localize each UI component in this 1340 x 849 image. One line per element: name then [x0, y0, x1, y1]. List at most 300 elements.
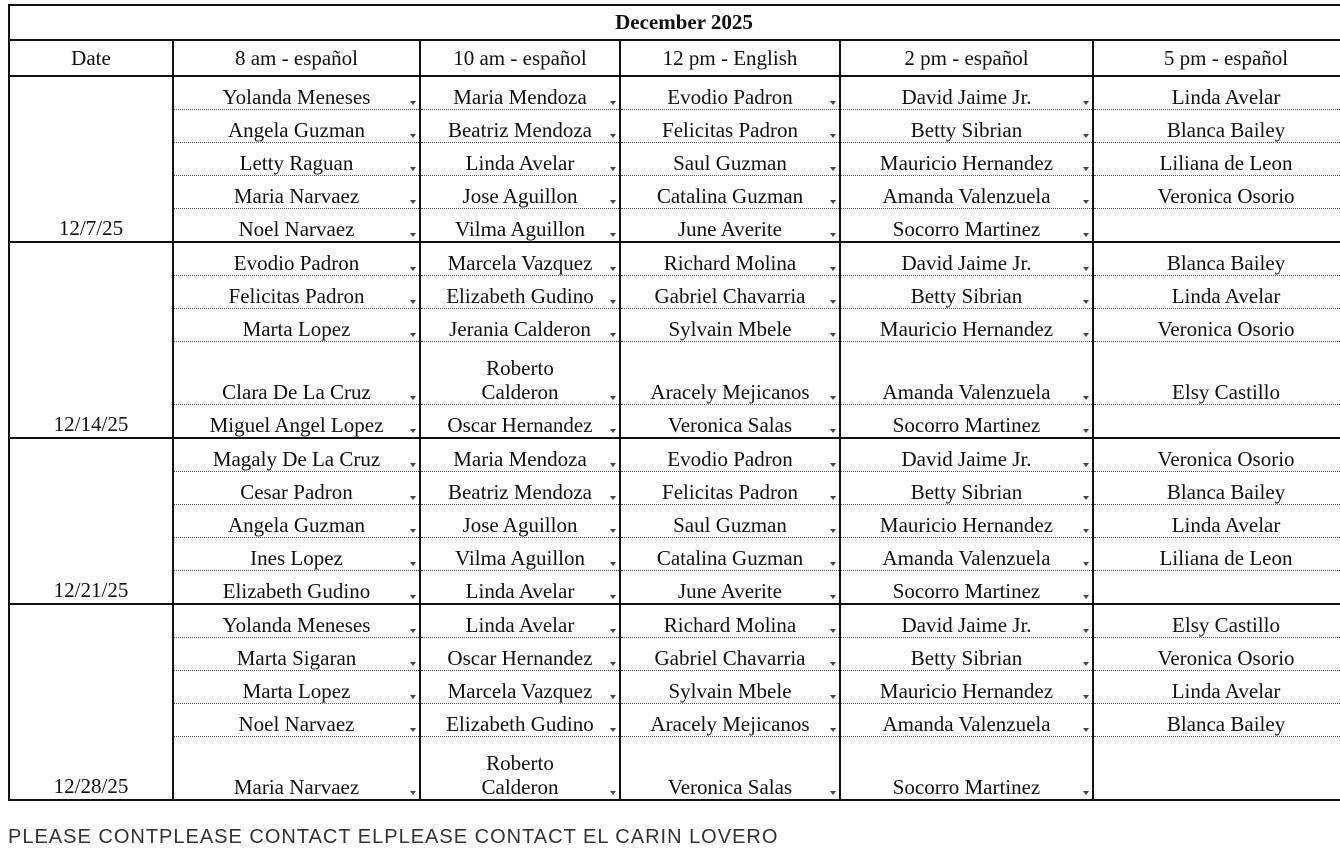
schedule-row: [9, 276, 1340, 309]
volunteer-name: Socorro Martinez: [892, 217, 1041, 241]
volunteer-cell-12pm[interactable]: [620, 438, 840, 472]
volunteer-name: Sylvain Mbele: [668, 317, 792, 341]
volunteer-name: Elsy Castillo: [1172, 380, 1280, 404]
volunteer-name: Elsy Castillo: [1172, 613, 1280, 637]
volunteer-name: Saul Guzman: [673, 513, 787, 537]
volunteer-cell-8am[interactable]: [173, 405, 420, 439]
dropdown-arrow-icon[interactable]: [1083, 233, 1089, 237]
volunteer-name: Oscar Hernandez: [447, 646, 593, 670]
volunteer-name: Mauricio Hernandez: [879, 151, 1054, 175]
dropdown-arrow-icon[interactable]: [830, 300, 836, 304]
volunteer-name: Oscar Hernandez: [447, 413, 593, 437]
volunteer-name: Linda Avelar: [1171, 284, 1281, 308]
volunteer-name: Maria Mendoza: [453, 447, 587, 471]
schedule-row: [9, 571, 1340, 605]
dropdown-arrow-icon[interactable]: [830, 595, 836, 599]
volunteer-name: Jose Aguillon: [462, 184, 578, 208]
volunteer-name: Veronica Salas: [667, 775, 793, 799]
volunteer-name: Mauricio Hernandez: [879, 317, 1054, 341]
dropdown-arrow-icon[interactable]: [410, 629, 416, 633]
schedule-row: [9, 110, 1340, 143]
volunteer-name: Liliana de Leon: [1159, 546, 1293, 570]
volunteer-name: Beatriz Mendoza: [447, 118, 593, 142]
dropdown-arrow-icon[interactable]: [1083, 267, 1089, 271]
week-date-cell[interactable]: 12/7/25: [9, 76, 173, 242]
footer-note: PLEASE CONTPLEASE CONTACT ELPLEASE CONTACT EL CARIN LOVERO: [8, 826, 779, 848]
volunteer-cell-10am[interactable]: [420, 472, 620, 505]
volunteer-cell-5pm[interactable]: [1093, 405, 1340, 439]
volunteer-name: June Averite: [678, 579, 782, 603]
volunteer-name: Amanda Valenzuela: [882, 184, 1051, 208]
dropdown-arrow-icon[interactable]: [410, 167, 416, 171]
volunteer-cell-10am[interactable]: [420, 571, 620, 605]
month-title[interactable]: December 2025: [9, 5, 1340, 40]
volunteer-cell-2pm[interactable]: [840, 110, 1093, 143]
volunteer-name: Amanda Valenzuela: [882, 380, 1051, 404]
volunteer-cell-5pm[interactable]: [1093, 538, 1340, 571]
dropdown-arrow-icon[interactable]: [830, 529, 836, 533]
schedule-row: [9, 704, 1340, 737]
dropdown-arrow-icon[interactable]: [610, 529, 616, 533]
dropdown-arrow-icon[interactable]: [830, 333, 836, 337]
volunteer-cell-2pm[interactable]: [840, 242, 1093, 276]
dropdown-arrow-icon[interactable]: [610, 728, 616, 732]
volunteer-cell-2pm[interactable]: [840, 737, 1093, 801]
dropdown-arrow-icon[interactable]: [610, 463, 616, 467]
volunteer-name: Amanda Valenzuela: [882, 546, 1051, 570]
dropdown-arrow-icon[interactable]: [410, 200, 416, 204]
volunteer-cell-10am[interactable]: [420, 704, 620, 737]
volunteer-name: David Jaime Jr.: [901, 447, 1032, 471]
volunteer-name: Yolanda Meneses: [222, 613, 371, 637]
dropdown-arrow-icon[interactable]: [830, 463, 836, 467]
volunteer-cell-12pm[interactable]: [620, 242, 840, 276]
volunteer-cell-8am[interactable]: [173, 737, 420, 801]
volunteer-cell-5pm[interactable]: [1093, 604, 1340, 638]
volunteer-name: Magaly De La Cruz: [212, 447, 381, 471]
volunteer-name: Elizabeth Gudino: [446, 712, 594, 736]
dropdown-arrow-icon[interactable]: [610, 496, 616, 500]
volunteer-name: Yolanda Meneses: [222, 85, 371, 109]
volunteer-name: David Jaime Jr.: [901, 85, 1032, 109]
dropdown-arrow-icon[interactable]: [410, 695, 416, 699]
dropdown-arrow-icon[interactable]: [610, 595, 616, 599]
volunteer-cell-12pm[interactable]: [620, 538, 840, 571]
volunteer-name: Evodio Padron: [667, 85, 793, 109]
volunteer-cell-2pm[interactable]: [840, 209, 1093, 243]
schedule-row: [9, 737, 1340, 801]
volunteer-cell-10am[interactable]: [420, 671, 620, 704]
volunteer-name: Jose Aguillon: [462, 513, 578, 537]
volunteer-cell-10am[interactable]: [420, 176, 620, 209]
dropdown-arrow-icon[interactable]: [410, 662, 416, 666]
week-date-cell[interactable]: 12/21/25: [9, 438, 173, 604]
volunteer-cell-12pm[interactable]: [620, 472, 840, 505]
volunteer-cell-5pm[interactable]: [1093, 76, 1340, 110]
dropdown-arrow-icon[interactable]: [1083, 396, 1089, 400]
volunteer-cell-5pm[interactable]: [1093, 176, 1340, 209]
volunteer-name: Socorro Martinez: [892, 579, 1041, 603]
schedule-row: [9, 538, 1340, 571]
volunteer-name: June Averite: [678, 217, 782, 241]
volunteer-cell-5pm[interactable]: [1093, 438, 1340, 472]
volunteer-name: Sylvain Mbele: [668, 679, 792, 703]
volunteer-cell-12pm[interactable]: [620, 704, 840, 737]
volunteer-name: Vilma Aguillon: [455, 546, 585, 570]
schedule-row: [9, 671, 1340, 704]
volunteer-cell-5pm[interactable]: [1093, 737, 1340, 801]
volunteer-cell-8am[interactable]: [173, 704, 420, 737]
volunteer-name: Felicitas Padron: [662, 118, 798, 142]
dropdown-arrow-icon[interactable]: [410, 101, 416, 105]
dropdown-arrow-icon[interactable]: [410, 728, 416, 732]
dropdown-arrow-icon[interactable]: [410, 134, 416, 138]
header-2pm[interactable]: 2 pm - español: [840, 40, 1093, 76]
volunteer-cell-8am[interactable]: [173, 276, 420, 309]
volunteer-cell-8am[interactable]: [173, 110, 420, 143]
dropdown-arrow-icon[interactable]: [410, 529, 416, 533]
volunteer-name: Elizabeth Gudino: [446, 284, 594, 308]
dropdown-arrow-icon[interactable]: [410, 562, 416, 566]
volunteer-name: Saul Guzman: [673, 151, 787, 175]
volunteer-cell-2pm[interactable]: [840, 309, 1093, 342]
volunteer-name: Veronica Osorio: [1157, 317, 1295, 341]
volunteer-cell-2pm[interactable]: [840, 76, 1093, 110]
volunteer-name: Marta Lopez: [242, 317, 351, 341]
dropdown-arrow-icon[interactable]: [1083, 300, 1089, 304]
schedule-row: [9, 342, 1340, 405]
volunteer-cell-2pm[interactable]: [840, 638, 1093, 671]
volunteer-name: Clara De La Cruz: [222, 380, 371, 404]
volunteer-cell-8am[interactable]: [173, 671, 420, 704]
schedule-row: [9, 143, 1340, 176]
volunteer-cell-5pm[interactable]: [1093, 110, 1340, 143]
dropdown-arrow-icon[interactable]: [1083, 134, 1089, 138]
volunteer-cell-10am[interactable]: [420, 405, 620, 439]
volunteer-cell-5pm[interactable]: [1093, 704, 1340, 737]
volunteer-cell-12pm[interactable]: [620, 405, 840, 439]
volunteer-cell-5pm[interactable]: [1093, 342, 1340, 405]
volunteer-name: Maria Narvaez: [233, 184, 360, 208]
dropdown-arrow-icon[interactable]: [830, 629, 836, 633]
header-12pm[interactable]: 12 pm - English: [620, 40, 840, 76]
volunteer-name: Veronica Salas: [667, 413, 793, 437]
volunteer-name: Socorro Martinez: [892, 413, 1041, 437]
dropdown-arrow-icon[interactable]: [610, 662, 616, 666]
dropdown-arrow-icon[interactable]: [410, 595, 416, 599]
volunteer-cell-12pm[interactable]: [620, 209, 840, 243]
header-row: [9, 40, 1340, 76]
volunteer-cell-2pm[interactable]: [840, 438, 1093, 472]
volunteer-cell-10am[interactable]: [420, 638, 620, 671]
volunteer-name: Miguel Angel Lopez: [209, 413, 384, 437]
volunteer-name: Angela Guzman: [227, 513, 366, 537]
volunteer-cell-8am[interactable]: [173, 76, 420, 110]
dropdown-arrow-icon[interactable]: [610, 791, 616, 795]
schedule-row: [9, 176, 1340, 209]
volunteer-name: Linda Avelar: [1171, 679, 1281, 703]
volunteer-cell-2pm[interactable]: [840, 405, 1093, 439]
dropdown-arrow-icon[interactable]: [410, 496, 416, 500]
dropdown-arrow-icon[interactable]: [830, 200, 836, 204]
dropdown-arrow-icon[interactable]: [1083, 200, 1089, 204]
dropdown-arrow-icon[interactable]: [610, 695, 616, 699]
volunteer-cell-8am[interactable]: [173, 242, 420, 276]
volunteer-name: Blanca Bailey: [1166, 712, 1286, 736]
volunteer-cell-5pm[interactable]: [1093, 242, 1340, 276]
dropdown-arrow-icon[interactable]: [830, 267, 836, 271]
dropdown-arrow-icon[interactable]: [610, 267, 616, 271]
dropdown-arrow-icon[interactable]: [830, 728, 836, 732]
dropdown-arrow-icon[interactable]: [830, 396, 836, 400]
volunteer-name: Betty Sibrian: [910, 480, 1023, 504]
volunteer-cell-10am[interactable]: [420, 342, 620, 405]
volunteer-cell-10am[interactable]: [420, 276, 620, 309]
volunteer-cell-10am[interactable]: [420, 538, 620, 571]
volunteer-name: Marta Lopez: [242, 679, 351, 703]
header-8am[interactable]: 8 am - español: [173, 40, 420, 76]
volunteer-cell-12pm[interactable]: [620, 110, 840, 143]
dropdown-arrow-icon[interactable]: [830, 134, 836, 138]
volunteer-cell-2pm[interactable]: [840, 276, 1093, 309]
dropdown-arrow-icon[interactable]: [610, 233, 616, 237]
volunteer-cell-12pm[interactable]: [620, 176, 840, 209]
schedule-row: [9, 438, 1340, 472]
dropdown-arrow-icon[interactable]: [610, 396, 616, 400]
dropdown-arrow-icon[interactable]: [610, 429, 616, 433]
volunteer-name: Marcela Vazquez: [447, 251, 593, 275]
dropdown-arrow-icon[interactable]: [830, 662, 836, 666]
volunteer-name: Mauricio Hernandez: [879, 679, 1054, 703]
volunteer-name: Linda Avelar: [1171, 85, 1281, 109]
volunteer-name: Mauricio Hernandez: [879, 513, 1054, 537]
volunteer-cell-10am[interactable]: [420, 438, 620, 472]
volunteer-name: Linda Avelar: [465, 151, 575, 175]
volunteer-name: Linda Avelar: [1171, 513, 1281, 537]
dropdown-arrow-icon[interactable]: [830, 429, 836, 433]
volunteer-cell-10am[interactable]: [420, 143, 620, 176]
volunteer-cell-12pm[interactable]: [620, 342, 840, 405]
volunteer-cell-10am[interactable]: [420, 76, 620, 110]
volunteer-name: Aracely Mejicanos: [650, 380, 810, 404]
dropdown-arrow-icon[interactable]: [610, 134, 616, 138]
dropdown-arrow-icon[interactable]: [410, 396, 416, 400]
dropdown-arrow-icon[interactable]: [1083, 463, 1089, 467]
volunteer-cell-2pm[interactable]: [840, 342, 1093, 405]
volunteer-cell-12pm[interactable]: [620, 76, 840, 110]
volunteer-cell-12pm[interactable]: [620, 671, 840, 704]
volunteer-cell-2pm[interactable]: [840, 176, 1093, 209]
volunteer-name: Felicitas Padron: [228, 284, 365, 308]
volunteer-name: Veronica Osorio: [1157, 646, 1295, 670]
volunteer-name: Maria Mendoza: [453, 85, 587, 109]
dropdown-arrow-icon[interactable]: [610, 562, 616, 566]
volunteer-cell-12pm[interactable]: [620, 571, 840, 605]
volunteer-cell-10am[interactable]: [420, 209, 620, 243]
dropdown-arrow-icon[interactable]: [830, 791, 836, 795]
volunteer-name: Roberto Calderon: [481, 751, 559, 799]
volunteer-name: Marta Sigaran: [236, 646, 357, 670]
volunteer-cell-8am[interactable]: [173, 209, 420, 243]
header-5pm[interactable]: 5 pm - español: [1093, 40, 1340, 76]
week-date-cell[interactable]: 12/28/25: [9, 604, 173, 800]
header-10am[interactable]: 10 am - español: [420, 40, 620, 76]
volunteer-cell-8am[interactable]: [173, 604, 420, 638]
volunteer-cell-12pm[interactable]: [620, 143, 840, 176]
dropdown-arrow-icon[interactable]: [830, 101, 836, 105]
volunteer-name: Evodio Padron: [667, 447, 793, 471]
volunteer-cell-10am[interactable]: [420, 505, 620, 538]
dropdown-arrow-icon[interactable]: [610, 629, 616, 633]
dropdown-arrow-icon[interactable]: [1083, 595, 1089, 599]
dropdown-arrow-icon[interactable]: [1083, 629, 1089, 633]
volunteer-cell-12pm[interactable]: [620, 737, 840, 801]
volunteer-cell-2pm[interactable]: [840, 143, 1093, 176]
volunteer-cell-8am[interactable]: [173, 638, 420, 671]
volunteer-cell-2pm[interactable]: [840, 571, 1093, 605]
dropdown-arrow-icon[interactable]: [410, 791, 416, 795]
dropdown-arrow-icon[interactable]: [410, 463, 416, 467]
dropdown-arrow-icon[interactable]: [410, 429, 416, 433]
volunteer-cell-12pm[interactable]: [620, 276, 840, 309]
volunteer-cell-8am[interactable]: [173, 505, 420, 538]
volunteer-cell-5pm[interactable]: [1093, 571, 1340, 605]
volunteer-cell-5pm[interactable]: [1093, 276, 1340, 309]
volunteer-cell-2pm[interactable]: [840, 538, 1093, 571]
dropdown-arrow-icon[interactable]: [830, 496, 836, 500]
dropdown-arrow-icon[interactable]: [830, 695, 836, 699]
volunteer-name: Angela Guzman: [227, 118, 366, 142]
dropdown-arrow-icon[interactable]: [410, 267, 416, 271]
volunteer-name: Beatriz Mendoza: [447, 480, 593, 504]
dropdown-arrow-icon[interactable]: [1083, 562, 1089, 566]
volunteer-cell-5pm[interactable]: [1093, 638, 1340, 671]
dropdown-arrow-icon[interactable]: [610, 333, 616, 337]
volunteer-cell-8am[interactable]: [173, 176, 420, 209]
volunteer-name: Ines Lopez: [250, 546, 343, 570]
volunteer-cell-8am[interactable]: [173, 472, 420, 505]
volunteer-cell-8am[interactable]: [173, 309, 420, 342]
dropdown-arrow-icon[interactable]: [830, 167, 836, 171]
volunteer-cell-2pm[interactable]: [840, 671, 1093, 704]
volunteer-name: Veronica Osorio: [1157, 184, 1295, 208]
volunteer-cell-5pm[interactable]: [1093, 309, 1340, 342]
dropdown-arrow-icon[interactable]: [1083, 728, 1089, 732]
schedule-row: [9, 242, 1340, 276]
volunteer-cell-2pm[interactable]: [840, 505, 1093, 538]
schedule-row: [9, 209, 1340, 243]
dropdown-arrow-icon[interactable]: [410, 333, 416, 337]
volunteer-cell-12pm[interactable]: [620, 505, 840, 538]
dropdown-arrow-icon[interactable]: [610, 167, 616, 171]
volunteer-name: Linda Avelar: [465, 579, 575, 603]
volunteer-name: Blanca Bailey: [1166, 480, 1286, 504]
volunteer-cell-2pm[interactable]: [840, 704, 1093, 737]
volunteer-cell-8am[interactable]: [173, 143, 420, 176]
volunteer-name: Marcela Vazquez: [447, 679, 593, 703]
volunteer-cell-12pm[interactable]: [620, 309, 840, 342]
volunteer-cell-8am[interactable]: [173, 571, 420, 605]
dropdown-arrow-icon[interactable]: [610, 300, 616, 304]
volunteer-cell-10am[interactable]: [420, 604, 620, 638]
volunteer-cell-5pm[interactable]: [1093, 505, 1340, 538]
volunteer-name: Betty Sibrian: [910, 284, 1023, 308]
volunteer-cell-2pm[interactable]: [840, 472, 1093, 505]
volunteer-cell-10am[interactable]: [420, 110, 620, 143]
volunteer-name: Catalina Guzman: [656, 546, 804, 570]
volunteer-cell-10am[interactable]: [420, 737, 620, 801]
dropdown-arrow-icon[interactable]: [1083, 333, 1089, 337]
dropdown-arrow-icon[interactable]: [1083, 662, 1089, 666]
dropdown-arrow-icon[interactable]: [830, 562, 836, 566]
volunteer-name: Liliana de Leon: [1159, 151, 1293, 175]
volunteer-name: Noel Narvaez: [238, 217, 355, 241]
schedule-row: [9, 309, 1340, 342]
volunteer-name: Blanca Bailey: [1166, 118, 1286, 142]
volunteer-name: Blanca Bailey: [1166, 251, 1286, 275]
volunteer-name: Veronica Osorio: [1157, 447, 1295, 471]
volunteer-name: Gabriel Chavarria: [654, 284, 806, 308]
volunteer-cell-8am[interactable]: [173, 438, 420, 472]
volunteer-name: Cesar Padron: [240, 480, 353, 504]
volunteer-cell-8am[interactable]: [173, 538, 420, 571]
dropdown-arrow-icon[interactable]: [1083, 101, 1089, 105]
volunteer-name: Letty Raguan: [239, 151, 354, 175]
volunteer-name: Richard Molina: [663, 613, 797, 637]
volunteer-name: Evodio Padron: [233, 251, 360, 275]
dropdown-arrow-icon[interactable]: [1083, 529, 1089, 533]
volunteer-cell-5pm[interactable]: [1093, 472, 1340, 505]
title-row: [9, 5, 1340, 40]
volunteer-name: David Jaime Jr.: [901, 251, 1032, 275]
dropdown-arrow-icon[interactable]: [610, 101, 616, 105]
volunteer-name: Gabriel Chavarria: [654, 646, 806, 670]
dropdown-arrow-icon[interactable]: [610, 200, 616, 204]
dropdown-arrow-icon[interactable]: [410, 300, 416, 304]
volunteer-name: Noel Narvaez: [238, 712, 355, 736]
dropdown-arrow-icon[interactable]: [1083, 791, 1089, 795]
dropdown-arrow-icon[interactable]: [410, 233, 416, 237]
volunteer-cell-12pm[interactable]: [620, 604, 840, 638]
volunteer-cell-5pm[interactable]: [1093, 209, 1340, 243]
schedule-row: [9, 472, 1340, 505]
volunteer-cell-10am[interactable]: [420, 309, 620, 342]
volunteer-name: Catalina Guzman: [656, 184, 804, 208]
dropdown-arrow-icon[interactable]: [1083, 695, 1089, 699]
volunteer-name: Richard Molina: [663, 251, 797, 275]
volunteer-name: David Jaime Jr.: [901, 613, 1032, 637]
volunteer-name: Betty Sibrian: [910, 646, 1023, 670]
volunteer-name: Vilma Aguillon: [455, 217, 585, 241]
dropdown-arrow-icon[interactable]: [1083, 167, 1089, 171]
week-date-cell[interactable]: 12/14/25: [9, 242, 173, 438]
dropdown-arrow-icon[interactable]: [830, 233, 836, 237]
volunteer-cell-5pm[interactable]: [1093, 671, 1340, 704]
dropdown-arrow-icon[interactable]: [1083, 429, 1089, 433]
volunteer-cell-5pm[interactable]: [1093, 143, 1340, 176]
volunteer-cell-10am[interactable]: [420, 242, 620, 276]
volunteer-cell-2pm[interactable]: [840, 604, 1093, 638]
volunteer-name: Amanda Valenzuela: [882, 712, 1051, 736]
volunteer-name: Roberto Calderon: [481, 356, 559, 404]
volunteer-name: Linda Avelar: [465, 613, 575, 637]
header-date[interactable]: Date: [9, 40, 173, 76]
volunteer-name: Felicitas Padron: [662, 480, 798, 504]
volunteer-cell-12pm[interactable]: [620, 638, 840, 671]
schedule-row: [9, 505, 1340, 538]
dropdown-arrow-icon[interactable]: [1083, 496, 1089, 500]
volunteer-cell-8am[interactable]: [173, 342, 420, 405]
